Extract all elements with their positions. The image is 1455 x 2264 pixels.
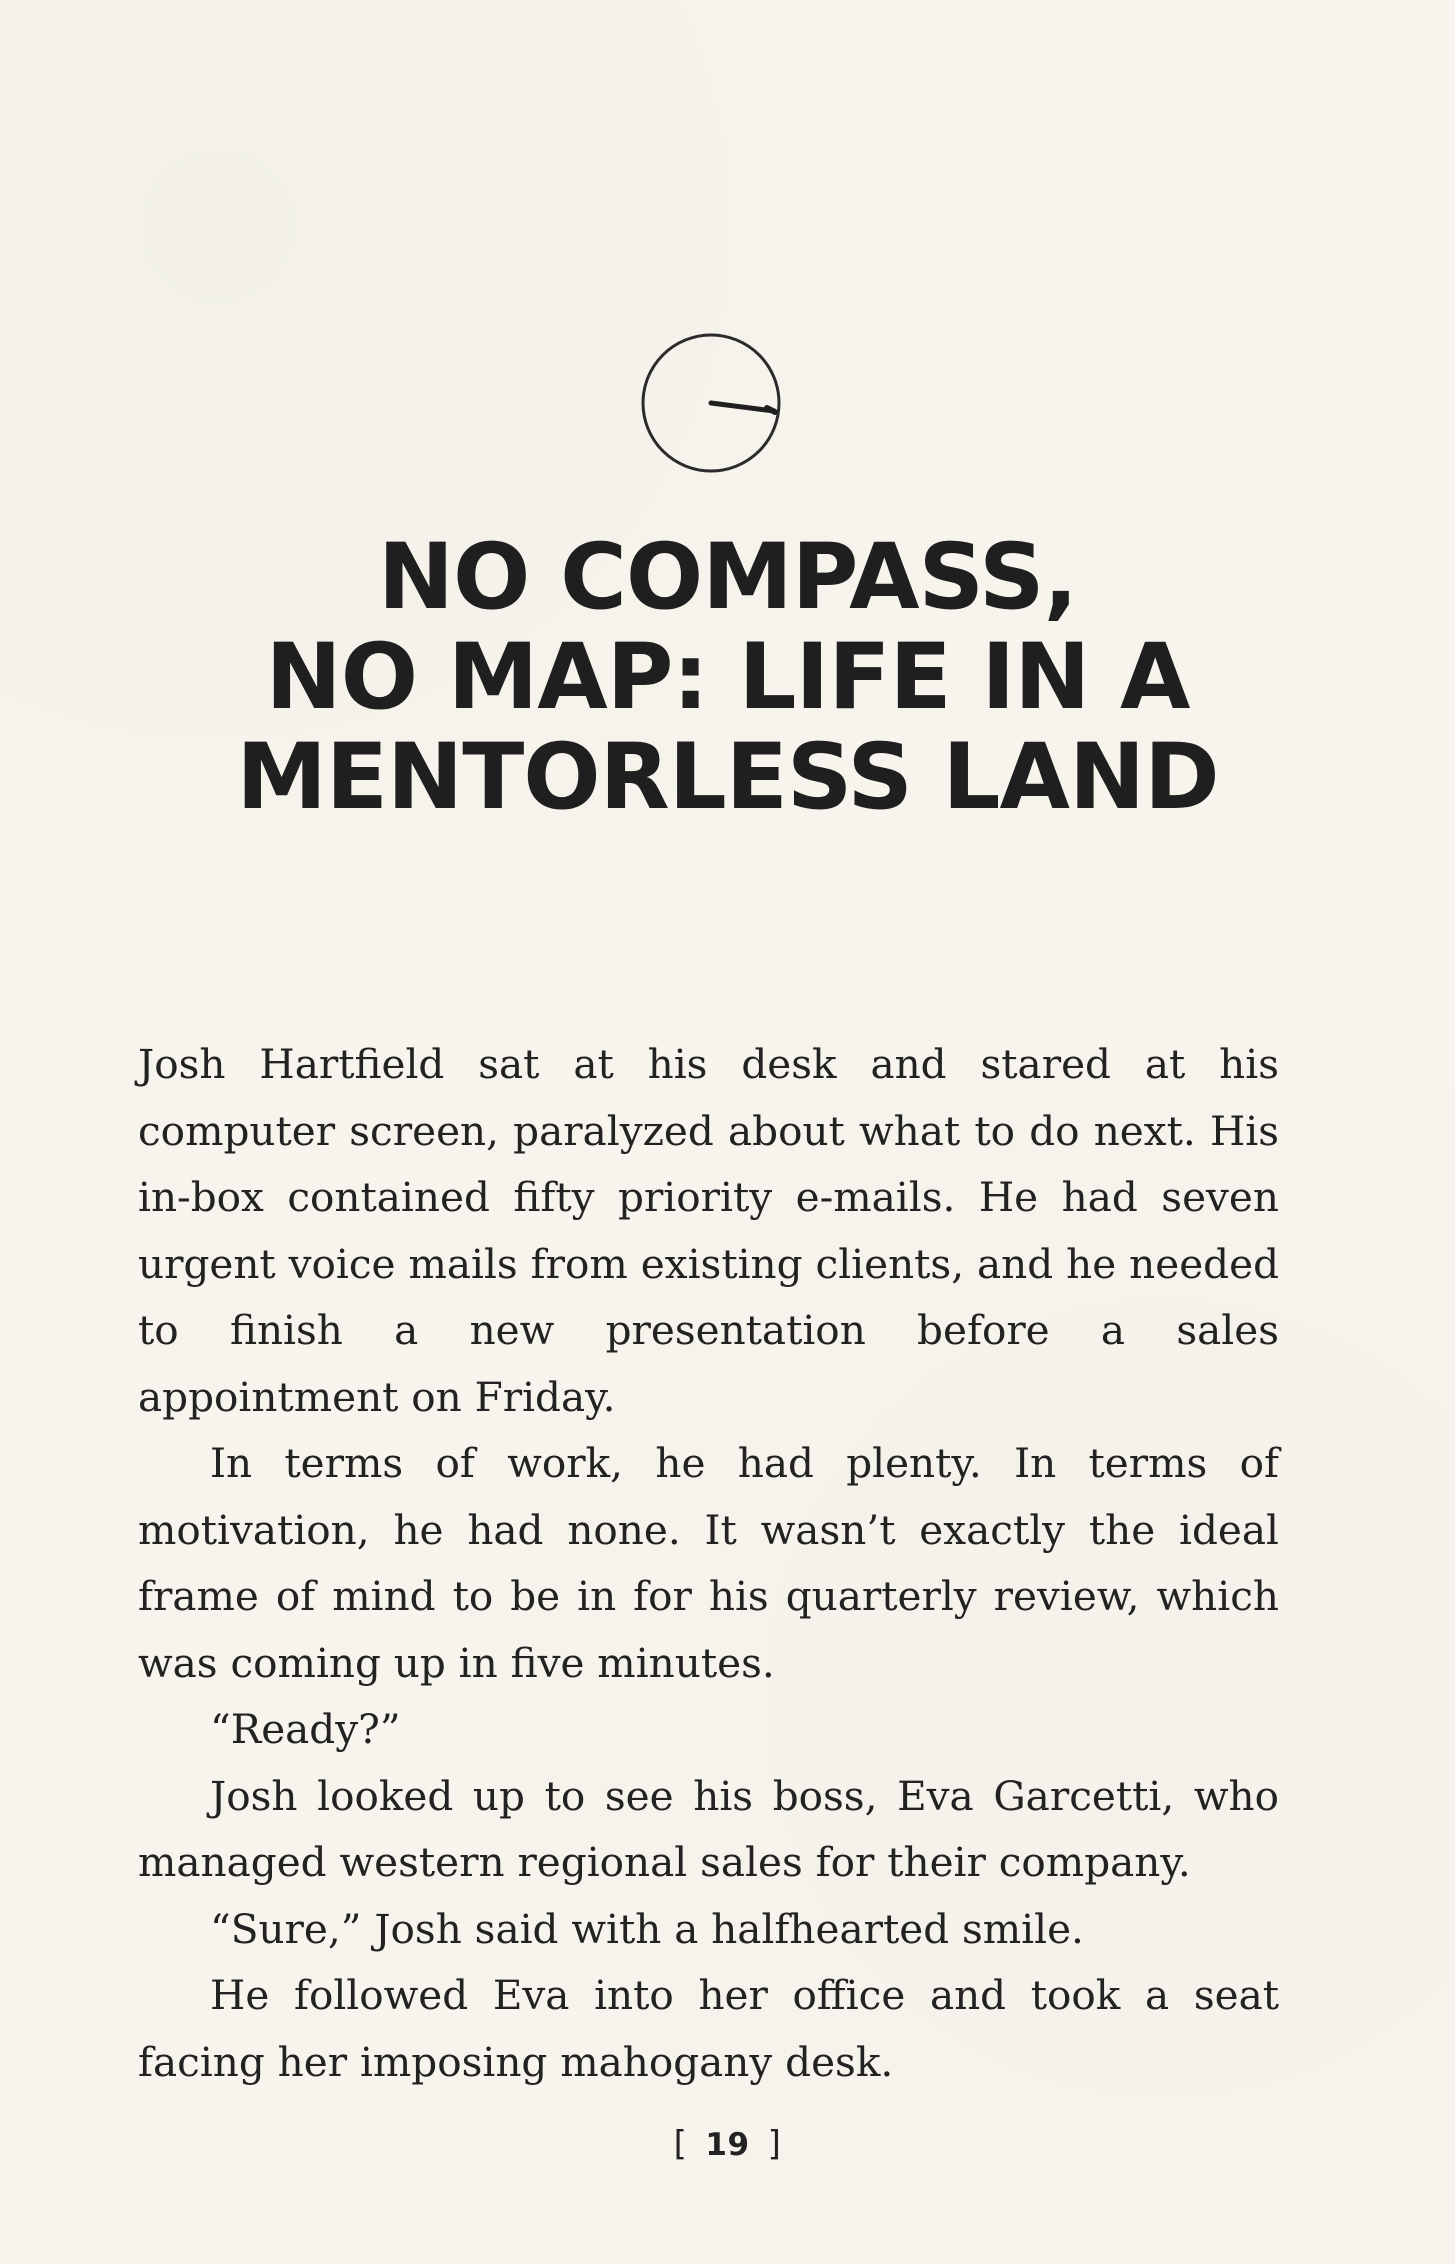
clock-icon [638, 330, 784, 476]
paragraph: “Sure,” Josh said with a halfhearted smile. [210, 1904, 1084, 1953]
chapter-title-line: NO COMPASS, [377, 525, 1078, 630]
page-number [0, 2124, 1455, 2164]
chapter-title-line: MENTORLESS LAND [236, 725, 1219, 830]
bracket-right: ] [767, 2124, 782, 2164]
chapter-title [190, 525, 1265, 830]
paragraph: In terms of work, he had plenty. In terms of motivation, he had none. It wasn’t exactly the ideal frame of mind to be in for his quarterly review, which was coming up in five minutes. [138, 1439, 1279, 1687]
paragraph: He followed Eva into her office and took a seat facing her imposing mahogany desk. [138, 1971, 1279, 2086]
page-number-value: 19 [705, 2127, 750, 2163]
paragraph: Josh looked up to see his boss, Eva Garcetti, who managed western regional sales for their company. [138, 1771, 1279, 1886]
bracket-left: [ [673, 2124, 688, 2164]
paragraph: “Ready?” [210, 1705, 401, 1753]
paragraph: Josh Hartfield sat at his desk and stared at his computer screen, paralyzed about what to do next. His in-box contained fifty priority e-mails. He had seven urgent voice mails from existing clients, and he needed to finish a new presentation before a sales appointment on Friday. [138, 1040, 1279, 1421]
body-text [138, 1031, 1279, 2095]
chapter-title-line: NO MAP: LIFE IN A [265, 625, 1190, 730]
